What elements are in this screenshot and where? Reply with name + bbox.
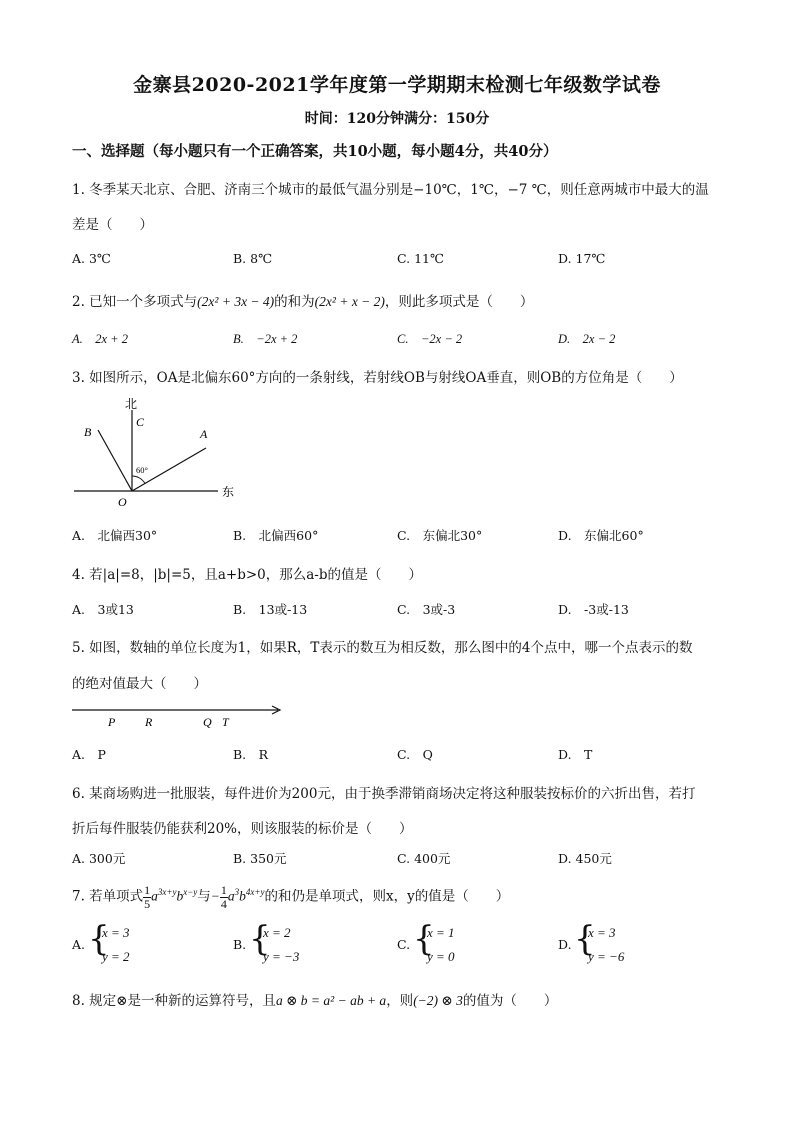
q5-option-d: D. T: [558, 747, 593, 762]
q8-suffix: 的值为（ ）: [462, 993, 558, 1009]
q8-middle: ，则: [386, 993, 414, 1009]
point-r-label: R: [145, 715, 153, 729]
q3-option-b: B. 北偏西60°: [233, 528, 319, 543]
q1-option-b: B. 8℃: [233, 251, 273, 266]
q6-option-c: C. 400元: [397, 851, 451, 866]
q7-option-a-letter: A.: [72, 937, 86, 952]
q1-option-a: A. 3℃: [72, 251, 111, 266]
point-o-label: O: [118, 495, 127, 509]
q6-option-b: B. 350元: [233, 851, 287, 866]
q6-option-d: D. 450元: [558, 851, 612, 866]
q2-option-c: C. −2x − 2: [397, 332, 463, 346]
q7-middle: 与: [197, 888, 211, 905]
q2-expr1: (2x² + 3x − 4): [197, 294, 275, 309]
q8-expr2: (−2) ⊗ 3: [413, 993, 463, 1008]
q6-option-a: A. 300元: [72, 851, 126, 866]
q7-option-b-brace: {: [249, 919, 271, 959]
q2-option-a: A. 2x + 2: [72, 332, 128, 346]
east-label: 东: [222, 485, 235, 499]
q7-prefix: 7. 若单项式: [72, 888, 144, 905]
q7-option-b-system: x = 2 y = −3: [263, 925, 300, 964]
q1-line1: 1. 冬季某天北京、合肥、济南三个城市的最低气温分别是−10℃，1℃，−7 ℃，则任意两城市中最大的温: [72, 182, 709, 198]
q7-option-a-system: x = 3 y = 2: [102, 925, 130, 964]
point-b-label: B: [84, 425, 92, 439]
section-heading: 一、选择题（每小题只有一个正确答案，共10小题，每小题4分，共40分）: [72, 143, 558, 160]
q7-fraction-2: $\frac{1}{4}$: [220, 882, 227, 911]
q4-option-d: D. -3或-13: [558, 602, 629, 617]
angle-label: 60°: [136, 465, 148, 475]
q8-prefix: 8. 规定⊗是一种新的运算符号，且: [72, 993, 276, 1009]
q5-option-a: A. P: [72, 747, 106, 762]
q7-option-d-brace: {: [574, 919, 596, 959]
q3-stem: 3. 如图所示，OA是北偏东60°方向的一条射线，若射线OB与射线OA垂直，则OB的方位角是（ ）: [72, 370, 683, 386]
q2-option-b: B. −2x + 2: [233, 332, 298, 346]
q7-option-b-letter: B.: [233, 937, 247, 952]
q4-stem: 4. 若|a|=8，|b|=5，且a+b>0，那么a-b的值是（ ）: [72, 567, 423, 583]
q2-middle: 的和为: [274, 294, 315, 310]
q7-option-c-system: x = 1 y = 0: [427, 925, 455, 964]
q8-stem: [72, 989, 557, 1009]
point-t-label: T: [222, 715, 229, 729]
q3-option-d: D. 东偏北60°: [558, 528, 644, 543]
q7-fraction-1: $\frac{1}{5}$: [144, 882, 151, 911]
q8-expr: a ⊗ b = a² − ab + a: [275, 993, 387, 1008]
q6-line1: 6. 某商场购进一批服装，每件进价为200元，由于换季滞销商场决定将这种服装按标价的六折出售，若打: [72, 786, 696, 802]
point-c-label: C: [136, 415, 145, 429]
q2-option-d: D. 2x − 2: [558, 332, 616, 346]
q7-option-c-brace: {: [413, 919, 435, 959]
q5-option-b: B. R: [233, 747, 269, 762]
q1-option-c: C. 11℃: [397, 251, 444, 266]
q2-stem: [72, 290, 533, 310]
q4-option-c: C. 3或-3: [397, 602, 456, 617]
q3-option-c: C. 东偏北30°: [397, 528, 483, 543]
q5-line1: 5. 如图，数轴的单位长度为1，如果R，T表示的数互为相反数，那么图中的4个点中，哪一个点表示的数: [72, 640, 693, 656]
q7-suffix: 的和仍是单项式，则x，y的值是（ ）: [264, 888, 510, 905]
q5-line2: 的绝对值最大（ ）: [72, 676, 207, 692]
ray-ob: [98, 430, 132, 491]
q1-line2: 差是（ ）: [72, 217, 153, 233]
point-q-label: Q: [203, 715, 212, 729]
exam-title: 金寨县2020-2021学年度第一学期期末检测七年级数学试卷: [133, 74, 661, 96]
exam-subtitle: 时间：120分钟满分：150分: [304, 111, 490, 127]
q5-option-c: C. Q: [397, 747, 433, 762]
angle-arc: [132, 476, 145, 484]
point-a-label: A: [200, 427, 208, 441]
q2-prefix: 2. 已知一个多项式与: [72, 294, 198, 310]
north-label: 北: [125, 397, 138, 411]
q7-option-a-brace: {: [88, 919, 110, 959]
q1-option-d: D. 17℃: [558, 251, 606, 266]
q2-expr2: (2x² + x − 2): [314, 294, 385, 309]
q4-option-b: B. 13或-13: [233, 602, 308, 617]
q5-number-line: [70, 702, 290, 734]
q7-option-c-letter: C.: [397, 937, 411, 952]
q6-line2: 折后每件服装仍能获利20%，则该服装的标价是（ ）: [72, 821, 413, 837]
q7-option-d-system: x = 3 y = −6: [588, 925, 625, 964]
q4-option-a: A. 3或13: [72, 602, 134, 617]
point-p-label: P: [108, 715, 116, 729]
q7-stem: 7. 若单项式 $\frac{1}{5}$ $a^{3x+y}b^{x-y}$与− $\frac{1}{4}$ $a^3b^{4x+y}$的和仍是单项式，则x，y的值是（ ）: [72, 882, 510, 911]
q3-direction-figure: [70, 392, 245, 517]
q2-suffix: ，则此多项式是（ ）: [384, 294, 534, 310]
q3-option-a: A. 北偏西30°: [72, 528, 158, 543]
q7-option-d-letter: D.: [558, 937, 572, 952]
